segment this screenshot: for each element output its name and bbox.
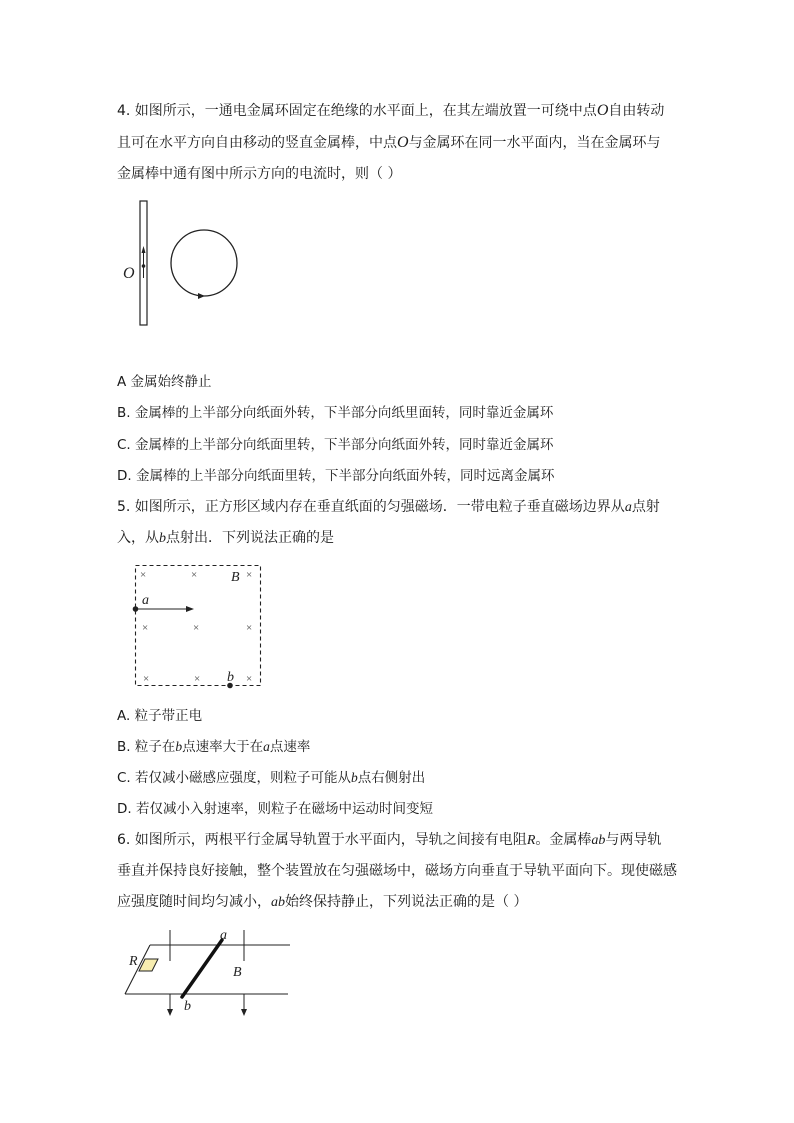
option-text: C. 金属棒的上半部分向纸面里转，下半部分向纸面外转，同时靠近金属环 [117,437,554,453]
q4-stem-line-2 [117,133,661,153]
velocity-arrow-head-icon [186,606,194,612]
field-cross: × [140,569,147,581]
q4-figure [115,196,245,331]
field-label-b: B [231,570,240,585]
label-a: a [142,593,149,608]
q4-stem-line-1 [117,101,664,121]
q6-stem-line-2 [117,861,677,881]
q6-stem-line-1 [117,830,661,851]
field-cross: × [194,673,201,685]
q5-option-d [117,799,433,819]
option-text: 点右侧射出 [357,770,426,786]
option-text: C. 若仅减小磁感应强度，则粒子可能从 [117,770,352,786]
rod-midpoint [142,264,146,268]
resistor-label: R [526,833,536,848]
q4-option-c [117,435,554,455]
field-arrow-down-icon [167,1009,173,1016]
q4-text: 4. 如图所示，一通电金属环固定在绝缘的水平面上，在其左端放置一可绕中点 [117,103,597,119]
field-cross: × [142,622,149,634]
field-cross: × [143,673,150,685]
option-text: 点速率 [269,739,311,755]
q6-stem-line-3 [117,892,527,913]
q6-text: 与两导轨 [605,832,662,848]
point-b-label: b [351,770,358,785]
q5-figure [130,560,270,695]
q6-text: 垂直并保持良好接触，整个装置放在匀强磁场中，磁场方向垂直于导轨平面向下。现使磁感 [117,863,677,879]
q5-stem-line-1 [117,497,660,518]
q6-text: 6. 如图所示，两根平行金属导轨置于水平面内，导轨之间接有电阻 [117,832,527,848]
q6-text: 。金属棒 [535,832,592,848]
figure-label-o: O [123,265,135,282]
option-text: D. 若仅减小入射速率，则粒子在磁场中运动时间变短 [117,801,433,817]
label-r: R [129,954,138,969]
label-b-field: B [233,965,242,980]
point-o-label: O [596,102,609,119]
option-text: A 金属始终静止 [117,374,212,390]
q4-option-d [117,466,554,486]
q5-text: 点射 [631,499,660,515]
rod-ab-label: ab [591,833,606,848]
q4-text: 与金属环在同一水平面内，当在金属环与 [408,135,661,151]
q5-stem-line-2 [117,528,334,549]
field-cross: × [191,569,198,581]
q5-option-c [117,768,425,788]
point-a-label: a [263,739,270,754]
metal-ring [171,230,237,296]
point-b-label: b [175,739,183,754]
field-arrow-down-icon [241,1009,247,1016]
ring-current-arrow-icon [198,293,205,299]
q6-figure [120,925,300,1020]
q4-text: 金属棒中通有图中所示方向的电流时，则（ ） [117,166,402,182]
field-cross: × [246,622,253,634]
q5-text: 点射出．下列说法正确的是 [166,530,334,546]
option-text: 点速率大于在 [182,739,264,755]
field-cross: × [246,673,253,685]
q5-option-a [117,706,202,726]
q4-option-b [117,403,553,423]
rod-ab-label: ab [271,895,285,910]
q5-text: 入，从 [117,530,159,546]
metal-rod-ab [182,940,222,997]
label-a: a [220,928,227,943]
q4-stem-line-3 [117,164,401,184]
option-text: B. 金属棒的上半部分向纸面外转，下半部分向纸里面转，同时靠近金属环 [117,405,554,421]
q5-text: 5. 如图所示，正方形区域内存在垂直纸面的匀强磁场．一带电粒子垂直磁场边界从 [117,499,625,515]
field-cross: × [193,622,200,634]
point-a-label: a [624,500,632,515]
q6-text: 始终保持静止，下列说法正确的是（ ） [285,894,528,910]
option-text: A. 粒子带正电 [117,708,203,724]
current-arrow-head-icon [142,246,146,253]
q4-option-a [117,372,212,392]
option-text: B. 粒子在 [117,739,176,755]
q5-option-b [117,737,310,757]
point-b-label: b [159,531,166,546]
label-b: b [227,670,234,685]
label-b: b [184,999,191,1014]
point-o-label: O [397,134,409,151]
option-text: D. 金属棒的上半部分向纸面里转，下半部分向纸面外转，同时远离金属环 [117,468,555,484]
q4-text: 自由转动 [608,103,665,119]
q4-text: 且可在水平方向自由移动的竖直金属棒，中点 [117,135,397,151]
q6-text: 应强度随时间均匀减小， [117,894,271,910]
field-cross: × [246,569,253,581]
